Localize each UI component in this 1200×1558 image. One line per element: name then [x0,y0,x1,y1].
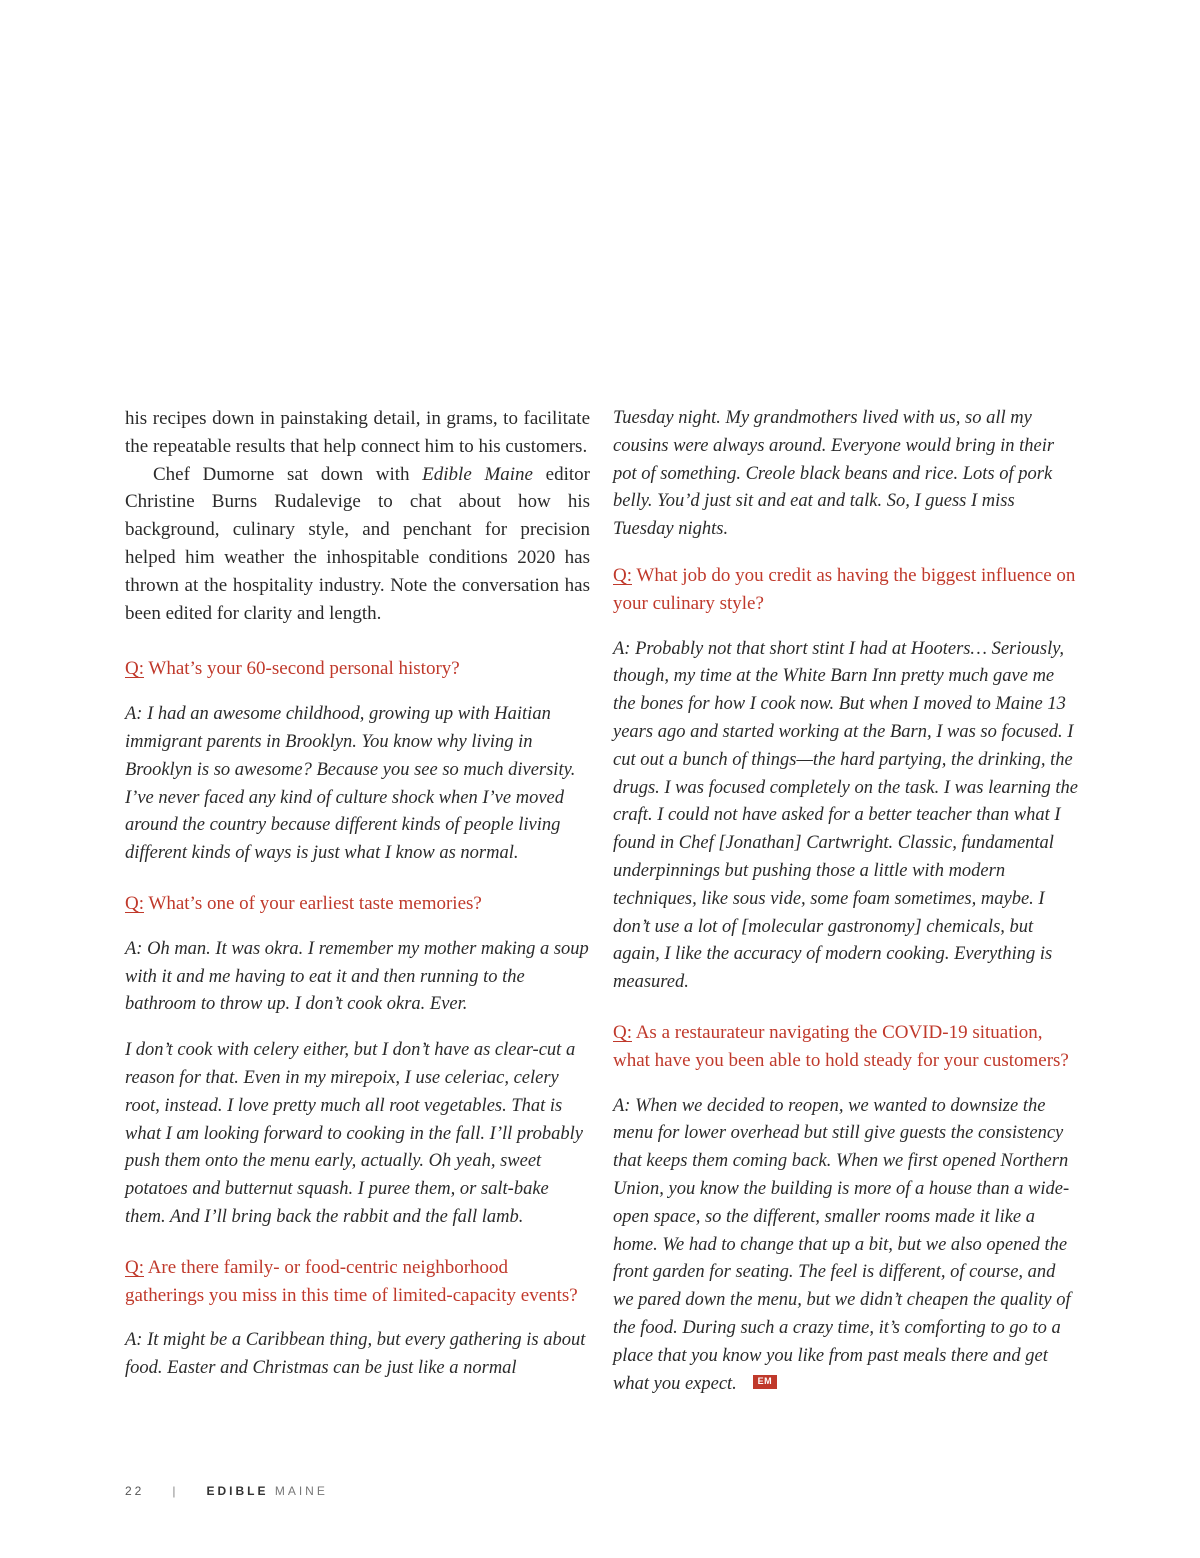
q-label: Q: [613,564,632,586]
page-number: 22 [125,1484,145,1498]
left-column [125,405,590,1401]
question-5-text: As a restaurateur navigating the COVID-19 situation, what have you been able to hold steady for your customers? [613,1021,1069,1071]
page-footer [125,1484,328,1498]
intro-p2-pre: Chef Dumorne sat down with [153,463,423,485]
question-2 [125,890,590,918]
answer-1: A: I had an awesome childhood, growing up with Haitian immigrant parents in Brooklyn. You know why living in Brooklyn is so awesome? Because you see so much diversity. I’ve never faced any kind of culture shock when I’ve moved around the country because different kinds of people living different kinds of ways is just what I know as normal. [125,704,576,864]
answer-2b: I don’t cook with celery either, but I don’t have as clear-cut a reason for that. Even in my mirepoix, I use celeriac, celery root, instead. I love pretty much all root vegetables. That is what I am looking forward to cooking in the fall. I’ll probably push them onto the menu early, actually. Oh yeah, sweet potatoes and butternut squash. I puree them, or salt-bake them. And I’ll bring back the rabbit and the fall lamb. [125,1040,584,1227]
intro-paragraph-2 [125,461,590,628]
q-label: Q: [125,658,144,680]
question-3-text: Are there family- or food-centric neighborhood gatherings you miss in this time of limited-capacity events? [125,1256,578,1306]
answer-3-part-2: Tuesday night. My grandmothers lived with us, so all my cousins were always around. Everyone would bring in their pot of something. Creole black beans and rice. Lots of pork belly. You’d just sit and eat and talk. So, I guess I miss Tuesday nights. [613,408,1055,540]
question-4-text: What job do you credit as having the biggest influence on your culinary style? [613,564,1076,614]
q-label: Q: [125,892,144,914]
answer-3-part-1: A: It might be a Caribbean thing, but every gathering is about food. Easter and Christmas can be just like a normal [125,1330,586,1379]
intro-paragraph-1: his recipes down in painstaking detail, in grams, to facilitate the repeatable results that help connect him to his customers. [125,408,590,457]
question-4 [613,562,1078,618]
answer-5 [613,1093,1078,1399]
answer-4: A: Probably not that short stint I had at Hooters… Seriously, though, my time at the White Barn Inn pretty much gave me the bones for how I cook now. But when I moved to Maine 13 years ago and started working at the Barn, I was so focused. I cut out a bunch of things—the hard partying, the drinking, the drugs. I was focused completely on the task. I was learning the craft. I could not have asked for a better teacher than what I found in Chef [Jonathan] Cartwright. Classic, fundamental underpinnings but pushing those a little with modern techniques, like sous vide, some foam sometimes, maybe. I don’t use a lot of [molecular gastronomy] chemicals, but again, I like the accuracy of modern cooking. Everything is measured. [613,638,1079,993]
question-5 [613,1019,1078,1075]
answer-5-text: A: When we decided to reopen, we wanted to downsize the menu for lower overhead but still give guests the consistency that keeps them coming back. When we first opened Northern Union, you know the building is more of a house than a wide-open space, so the different, smaller rooms made it like a home. We had to change that up a bit, but we also opened the front garden for seating. The feel is different, of course, and we pared down the menu, but we didn’t cheapen the quality of the food. During such a crazy time, it’s comforting to go to a place that you know you like from past meals there and get what you expect. [613,1095,1071,1394]
q-label: Q: [125,1256,144,1278]
question-1 [125,655,590,683]
intro-p2-post: editor Christine Burns Rudalevige to chat about how his background, culinary style, and penchant for precision helped him weather the inhospitable conditions 2020 has thrown at the hospitality industry. Note the conversation has been edited for clarity and length. [125,463,590,624]
brand-maine: MAINE [274,1484,328,1498]
question-2-text: What’s one of your earliest taste memories? [144,892,482,914]
edible-maine-end-mark-icon: EM [753,1375,777,1389]
question-1-text: What’s your 60-second personal history? [144,658,460,680]
answer-2a: A: Oh man. It was okra. I remember my mother making a soup with it and me having to eat it and then running to the bathroom to throw up. I don’t cook okra. Ever. [125,938,589,1015]
magazine-name: Edible Maine [422,463,533,485]
footer-separator: | [172,1484,179,1498]
brand-edible: EDIBLE [206,1484,269,1498]
question-3 [125,1254,590,1310]
right-column [613,405,1078,1416]
q-label: Q: [613,1021,632,1043]
